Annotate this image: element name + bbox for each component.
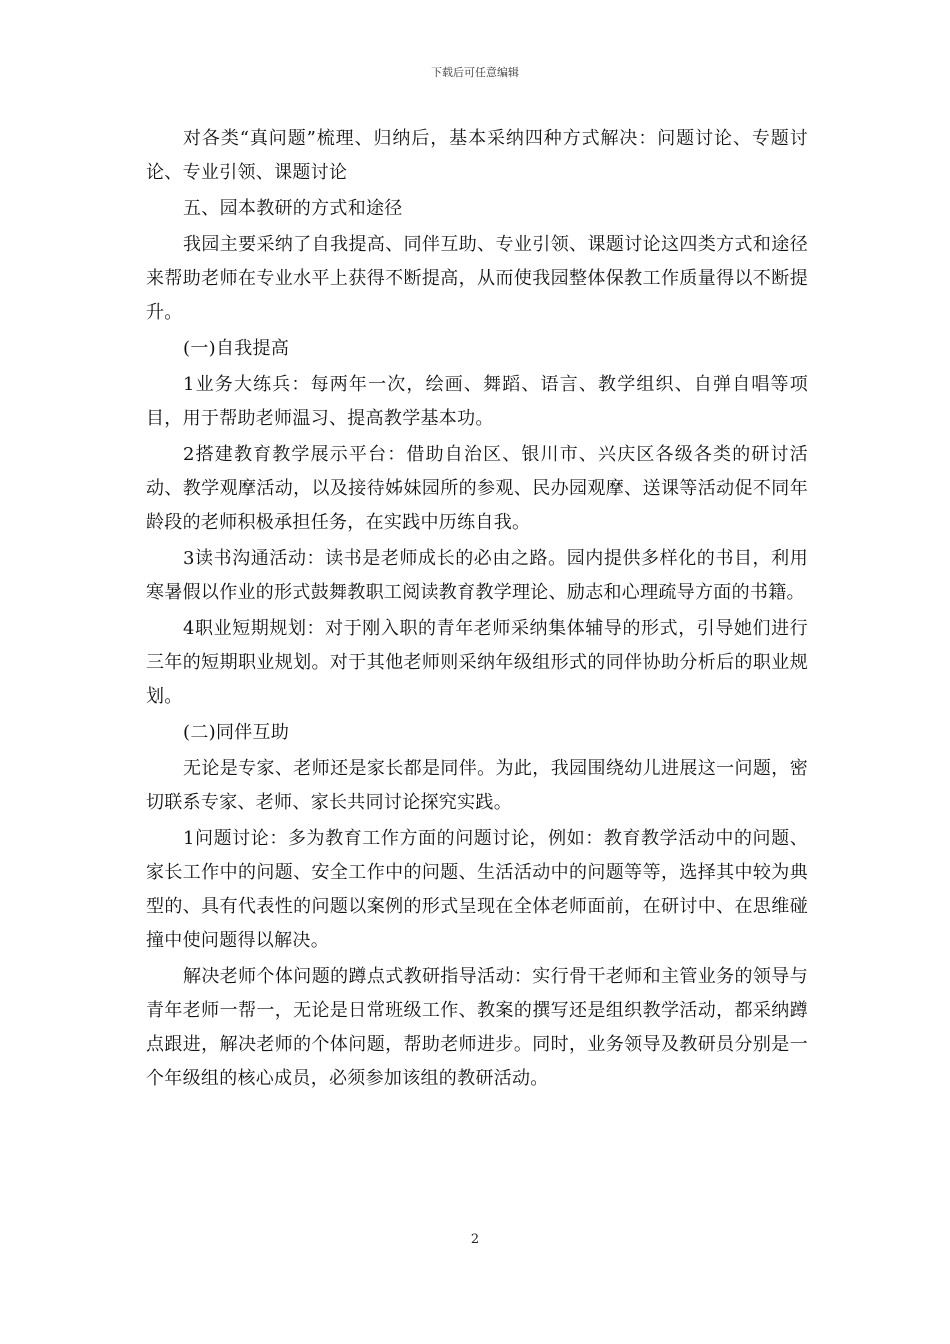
paragraph: 我园主要采纳了自我提高、同伴互助、专业引领、课题讨论这四类方式和途径来帮助老师在专业水平上获得不断提高，从而使我园整体保教工作质量得以不断提升。 [146, 234, 808, 323]
paragraph: 无论是专家、老师还是家长都是同伴。为此，我园围绕幼儿进展这一问题，密切联系专家、老师、家长共同讨论探究实践。 [146, 758, 808, 813]
paragraph: 3读书沟通活动：读书是老师成长的必由之路。园内提供多样化的书目，利用寒暑假以作业的形式鼓舞教职工阅读教育教学理论、励志和心理疏导方面的书籍。 [146, 548, 808, 603]
paragraph: 4职业短期规划：对于刚入职的青年老师采纳集体辅导的形式，引导她们进行三年的短期职业规划。对于其他老师则采纳年级组形式的同伴协助分析后的职业规划。 [146, 618, 808, 707]
paragraph: 1业务大练兵：每两年一次，绘画、舞蹈、语言、教学组织、自弹自唱等项目，用于帮助老师温习、提高教学基本功。 [146, 374, 808, 429]
page-header: 下载后可任意编辑 [431, 66, 519, 79]
document-body [146, 122, 808, 1098]
paragraph: 1问题讨论：多为教育工作方面的问题讨论，例如：教育教学活动中的问题、家长工作中的问题、安全工作中的问题、生活活动中的问题等等，选择其中较为典型的、具有代表性的问题以案例的形式呈现在全体老师面前，在研讨中、在思维碰撞中使问题得以解决。 [146, 828, 808, 951]
paragraph: 对各类“真问题”梳理、归纳后，基本采纳四种方式解决：问题讨论、专题讨论、专业引领、课题讨论 [146, 128, 808, 183]
section-heading: 五、园本教研的方式和途径 [183, 198, 403, 219]
subsection-heading: (二)同伴互助 [183, 722, 290, 743]
paragraph: 2搭建教育教学展示平台：借助自治区、银川市、兴庆区各级各类的研讨活动、教学观摩活动，以及接待姊妹园所的参观、民办园观摩、送课等活动促不同年龄段的老师积极承担任务，在实践中历练自我。 [146, 444, 808, 533]
paragraph: 解决老师个体问题的蹲点式教研指导活动：实行骨干老师和主管业务的领导与青年老师一帮一，无论是日常班级工作、教案的撰写还是组织教学活动，都采纳蹲点跟进，解决老师的个体问题，帮助老师进步。同时，业务领导及教研员分别是一个年级组的核心成员，必须参加该组的教研活动。 [146, 966, 808, 1089]
subsection-heading: (一)自我提高 [183, 338, 290, 359]
page-number: 2 [470, 1232, 480, 1247]
